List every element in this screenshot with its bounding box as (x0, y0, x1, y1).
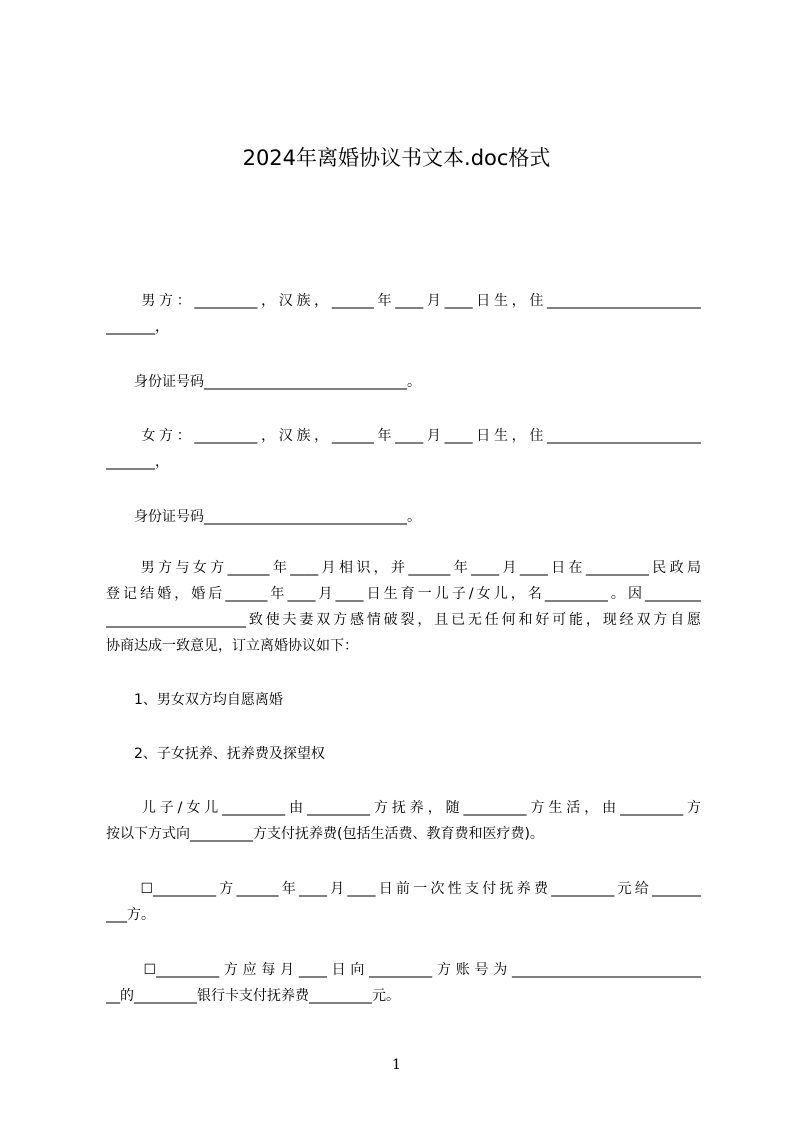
text-line: ____________________致使夫妻双方感情破裂，且已无任何和好可能，现经双方自愿 (106, 612, 701, 628)
text-line: __的_________银行卡支付抚养费_________元。 (106, 988, 400, 1004)
text-line: _______， (106, 319, 169, 335)
text-line: 儿子/女儿_________由_________方抚养，随_________方生活，由_________方 (106, 800, 701, 816)
text-line: 男方：_________，汉族，______年____月____日生，住______________________ (106, 293, 701, 309)
paragraph-female-party (106, 423, 701, 475)
document-title: 2024年离婚协议书文本.doc格式 (242, 146, 551, 170)
paragraph-female-id (106, 504, 701, 530)
text-line: 1、男女双方均自愿离婚 (106, 692, 283, 708)
text-line: ☐_________方应每月____日向_________方账号为___________________________ (106, 962, 701, 978)
text-line: ☐_________方______年____月____日前一次性支付抚养费_________元给_______ (106, 881, 701, 897)
option-monthly-payment (106, 957, 701, 1009)
paragraph-male-party (106, 288, 701, 340)
paragraph-male-id (106, 369, 701, 395)
text-line: 按以下方式向_________方支付抚养费(包括生活费、教育费和医疗费)。 (106, 826, 544, 842)
text-line: 身份证号码_____________________________。 (106, 374, 421, 390)
text-line: 女方：_________，汉族，______年____月____日生，住______________________ (106, 428, 701, 444)
clause-1 (106, 687, 701, 713)
text-line: 男方与女方______年____月相识，并______年____月____日在_________民政局 (106, 560, 701, 576)
text-line: 身份证号码_____________________________。 (106, 509, 421, 525)
page-number: 1 (392, 1057, 401, 1073)
option-lump-sum-payment (106, 876, 701, 928)
paragraph-marriage-background (106, 555, 701, 659)
text-line: 登记结婚，婚后______年____月____日生育一儿子/女儿，名_________。因________ (106, 586, 701, 602)
clause-2 (106, 741, 701, 767)
paragraph-child-custody (106, 795, 701, 847)
text-line: 协商达成一致意见，订立离婚协议如下： (106, 638, 358, 654)
text-line: ___方。 (106, 907, 155, 923)
text-line: 2、子女抚养、抚养费及探望权 (106, 746, 325, 762)
text-line: _______， (106, 454, 169, 470)
